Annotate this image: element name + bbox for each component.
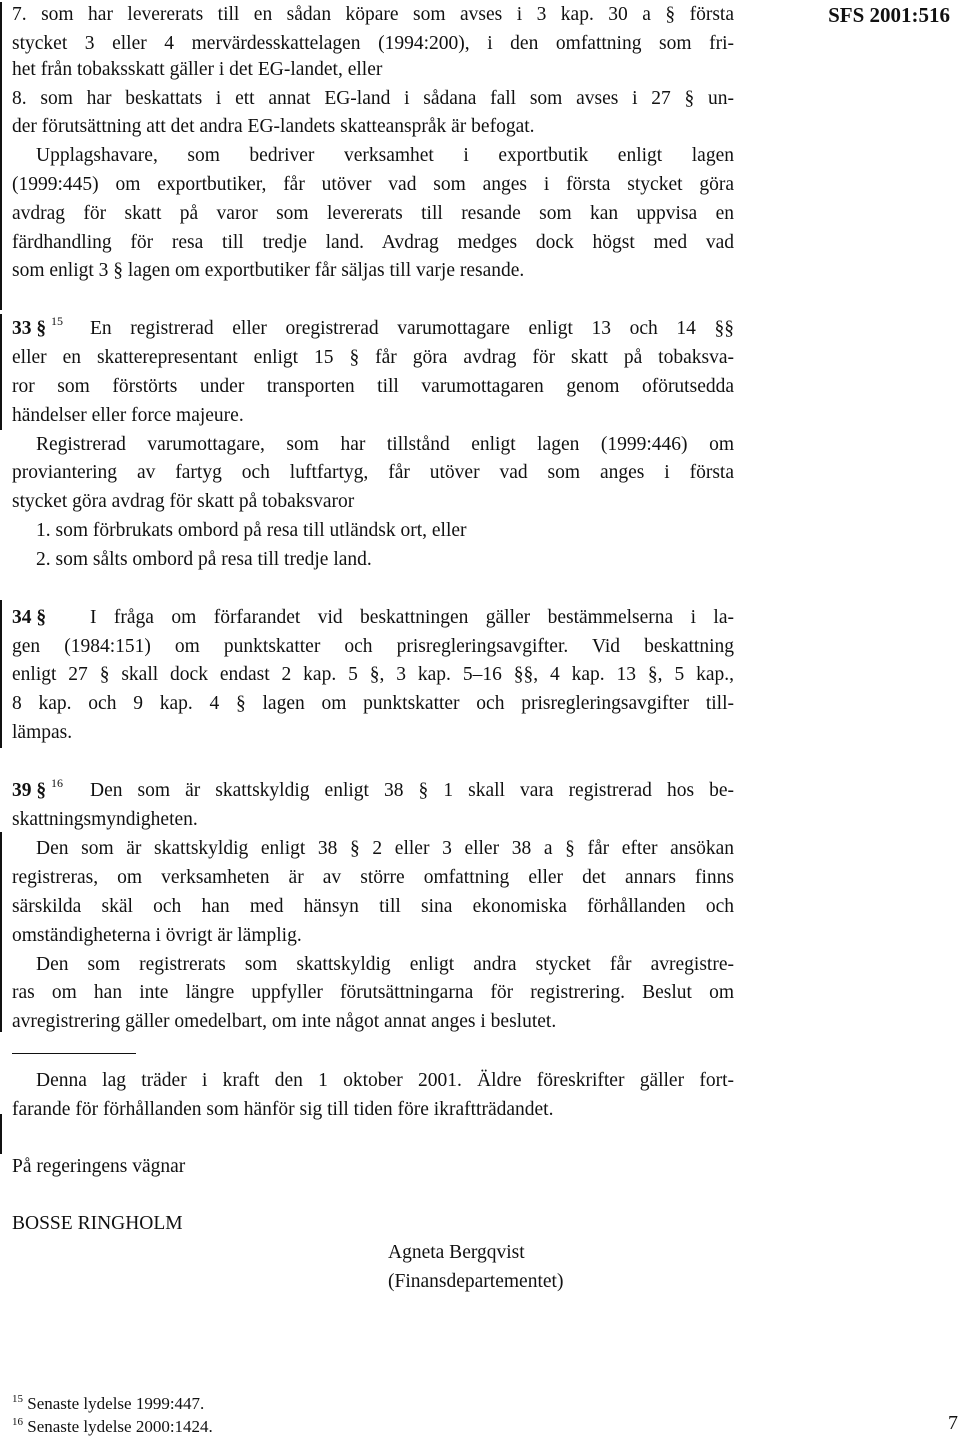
section-34-first-line — [12, 603, 734, 632]
signature-name: Agneta Bergqvist — [388, 1242, 525, 1263]
signature-intro: På regeringens vägnar — [12, 1156, 186, 1177]
body-line: särskilda skäl och han med hänsyn till sina ekonomiska förhållanden och — [12, 896, 734, 917]
body-line: enligt 27 § skall dock endast 2 kap. 5 §, 3 kap. 5–16 §§, 4 kap. 13 §, 5 kap., — [12, 664, 734, 685]
body-line: som enligt 3 § lagen om exportbutiker får säljas till varje resande. — [12, 260, 525, 281]
change-bar — [0, 600, 2, 748]
signature-minister: BOSSE RINGHOLM — [12, 1213, 183, 1234]
page-header-sfs: SFS 2001:516 — [828, 3, 950, 27]
body-line: färdhandling för resa till tredje land. Avdrag medges dock högst med vad — [12, 232, 734, 253]
body-line: avregistrering gäller omedelbart, om inte något annat anges i beslutet. — [12, 1011, 557, 1032]
body-line: stycket göra avdrag för skatt på tobaksvaror — [12, 491, 355, 512]
footnote: $^{15}$ Senaste lydelse 1999:447. — [12, 1393, 205, 1413]
body-line: Den som registrerats som skattskyldig enligt andra stycket får avregistre- — [36, 954, 734, 975]
section-number: 39 § — [12, 780, 47, 801]
change-bar — [0, 832, 2, 1032]
section-text: En registrerad eller oregistrerad varumottagare enligt 13 och 14 §§ — [90, 318, 734, 339]
body-line: gen (1984:151) om punktskatter och prisregleringsavgifter. Vid beskattning — [12, 636, 734, 657]
signature-department: (Finansdepartementet) — [388, 1271, 564, 1292]
body-line: 7. som har levererats till en sådan köpare som avses i 3 kap. 30 a § första — [12, 4, 734, 25]
section-number: 34 § — [12, 607, 47, 628]
section-39-first-line — [12, 776, 734, 805]
body-line: Denna lag träder i kraft den 1 oktober 2001. Äldre föreskrifter gäller fort- — [36, 1070, 734, 1091]
body-line: stycket 3 eller 4 mervärdesskattelagen (1994:200), i den omfattning som fri- — [12, 33, 734, 54]
section-number: 33 § — [12, 318, 47, 339]
section-33-first-line — [12, 314, 734, 343]
body-line: 8 kap. och 9 kap. 4 § lagen om punktskatter och prisregleringsavgifter till- — [12, 693, 734, 714]
body-line: registreras, om verksamheten är av större omfattning eller det annars finns — [12, 867, 734, 888]
body-line: omständigheterna i övrigt är lämplig. — [12, 925, 302, 946]
change-bar — [0, 1114, 2, 1154]
body-line: Den som är skattskyldig enligt 38 § 2 eller 3 eller 38 a § får efter ansökan — [36, 838, 734, 859]
section-text: I fråga om förfarandet vid beskattningen gäller bestämmelserna i la- — [90, 607, 734, 628]
body-line: 1. som förbrukats ombord på resa till utländsk ort, eller — [36, 520, 467, 541]
footnote-ref: 15 — [51, 314, 63, 328]
body-line: 8. som har beskattats i ett annat EG-land i sådana fall som avses i 27 § un- — [12, 88, 734, 109]
section-text: Den som är skattskyldig enligt 38 § 1 skall vara registrerad hos be- — [90, 780, 734, 801]
body-line: ror som förstörts under transporten till varumottagaren genom oförutsedda — [12, 376, 734, 397]
body-line: avdrag för skatt på varor som levererats till resande som kan uppvisa en — [12, 203, 734, 224]
footnote: $^{16}$ Senaste lydelse 2000:1424. — [12, 1416, 213, 1436]
footnote-ref: 16 — [51, 776, 63, 790]
body-line: skattningsmyndigheten. — [12, 809, 198, 830]
separator-rule — [12, 1053, 136, 1054]
body-line: eller en skatterepresentant enligt 15 § får göra avdrag för skatt på tobaksva- — [12, 347, 734, 368]
body-line: ras om han inte längre uppfyller förutsättningarna för registrering. Beslut om — [12, 982, 734, 1003]
change-bar — [0, 2, 2, 310]
body-line: Registrerad varumottagare, som har tillstånd enligt lagen (1999:446) om — [36, 434, 734, 455]
body-line: farande för förhållanden som hänför sig till tiden före ikraftträdandet. — [12, 1099, 554, 1120]
body-line: lämpas. — [12, 722, 73, 743]
body-line: händelser eller force majeure. — [12, 405, 244, 426]
page-number: 7 — [948, 1412, 958, 1434]
body-line: (1999:445) om exportbutiker, får utöver vad som anges i första stycket göra — [12, 174, 734, 195]
body-line: 2. som sålts ombord på resa till tredje land. — [36, 549, 372, 570]
body-line: het från tobaksskatt gäller i det EG-landet, eller — [12, 59, 383, 80]
change-bar — [0, 314, 2, 430]
body-line: der förutsättning att det andra EG-landets skatteanspråk är befogat. — [12, 116, 535, 137]
body-line: proviantering av fartyg och luftfartyg, får utöver vad som anges i första — [12, 462, 734, 483]
body-line: Upplagshavare, som bedriver verksamhet i exportbutik enligt lagen — [36, 145, 734, 166]
